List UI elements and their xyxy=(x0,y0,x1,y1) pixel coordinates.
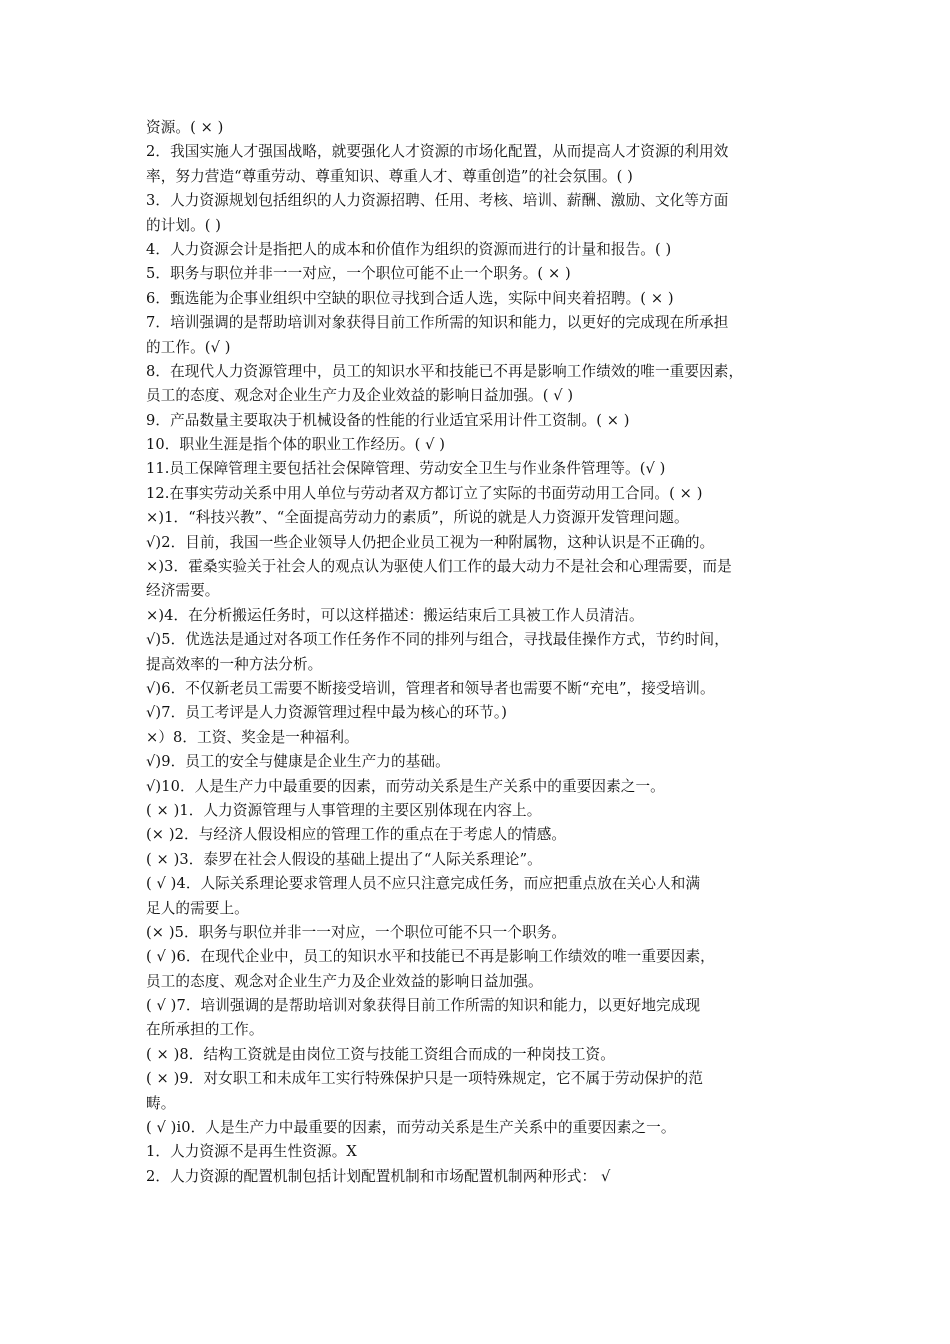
text-line: 资源。( × ) xyxy=(146,119,224,136)
text-line: 5．职务与职位并非一一对应，一个职位可能不止一个职务。( × ) xyxy=(146,265,571,283)
text-line: 在所承担的工作。 xyxy=(146,1021,264,1039)
text-line: ×)1．“科技兴教”、“全面提高劳动力的素质”，所说的就是人力资源开发管理问题。 xyxy=(146,509,689,527)
text-line: 员工的态度、观念对企业生产力及企业效益的影响日益加强。( √ ) xyxy=(146,387,574,405)
text-line: 10．职业生涯是指个体的职业工作经历。( √ ) xyxy=(146,436,446,454)
text-line: √)10．人是生产力中最重要的因素，而劳动关系是生产关系中的重要因素之一。 xyxy=(146,777,665,795)
text-line: 1．人力资源不是再生性资源。X xyxy=(146,1143,357,1161)
text-line: ×)4．在分析搬运任务时，可以这样描述：搬运结束后工具被工作人员清洁。 xyxy=(146,606,644,624)
text-line: √)5．优选法是通过对各项工作任务作不同的排列与组合，寻找最佳操作方式，节约时间， xyxy=(146,631,729,649)
text-line: ×)3．霍桑实验关于社会人的观点认为驱使人们工作的最大动力不是社会和心理需要，而是 xyxy=(146,558,732,576)
text-line: 3．人力资源规划包括组织的人力资源招聘、任用、考核、培训、薪酬、激励、文化等方面 xyxy=(146,192,729,210)
text-line: 2．我国实施人才强国战略，就要强化人才资源的市场化配置，从而提高人才资源的利用效 xyxy=(146,143,729,161)
text-line: ( √ )7．培训强调的是帮助培训对象获得目前工作所需的知识和能力，以更好地完成现 xyxy=(146,997,701,1015)
text-line: 足人的需要上。 xyxy=(146,899,249,917)
text-line: ( √ )6．在现代企业中，员工的知识水平和技能已不再是影响工作绩效的唯一重要因素， xyxy=(146,948,715,966)
text-line: √)9．员工的安全与健康是企业生产力的基础。 xyxy=(146,753,450,771)
document-text xyxy=(146,116,816,1189)
text-line: ( √ )4．人际关系理论要求管理人员不应只注意完成任务，而应把重点放在关心人和满 xyxy=(146,875,701,893)
text-line: 畴。 xyxy=(146,1094,176,1112)
text-line: 率，努力营造“尊重劳动、尊重知识、尊重人才、尊重创造”的社会氛围。( ) xyxy=(146,167,633,185)
text-line: ×）8．工资、奖金是一种福利。 xyxy=(146,728,359,746)
text-line: √)7．员工考评是人力资源管理过程中最为核心的环节。) xyxy=(146,704,508,722)
text-line: 4．人力资源会计是指把人的成本和价值作为组织的资源而进行的计量和报告。( ) xyxy=(146,240,672,258)
text-line: 12.在事实劳动关系中用人单位与劳动者双方都订立了实际的书面劳动用工合同。( × ) xyxy=(146,484,703,502)
text-line: (× )5．职务与职位并非一一对应，一个职位可能不只一个职务。 xyxy=(146,923,567,941)
text-line: ( × )1．人力资源管理与人事管理的主要区别体现在内容上。 xyxy=(146,801,542,819)
text-line: 9．产品数量主要取决于机械设备的性能的行业适宜采用计件工资制。( × ) xyxy=(146,411,630,429)
text-line: 11.员工保障管理主要包括社会保障管理、劳动安全卫生与作业条件管理等。(√ ) xyxy=(146,460,666,478)
text-line: 提高效率的一种方法分析。 xyxy=(146,655,323,673)
text-line: 的计划。( ) xyxy=(146,216,222,234)
text-line: ( √ )i0．人是生产力中最重要的因素，而劳动关系是生产关系中的重要因素之一。 xyxy=(146,1119,676,1137)
text-line: ( × )8．结构工资就是由岗位工资与技能工资组合而成的一种岗技工资。 xyxy=(146,1045,615,1063)
text-line: 员工的态度、观念对企业生产力及企业效益的影响日益加强。 xyxy=(146,972,543,990)
text-line: ( × )9．对女职工和未成年工实行特殊保护只是一项特殊规定，它不属于劳动保护的范 xyxy=(146,1070,704,1088)
text-line: 6．甄选能为企事业组织中空缺的职位寻找到合适人选，实际中间夹着招聘。( × ) xyxy=(146,289,674,307)
text-line: 2．人力资源的配置机制包括计划配置机制和市场配置机制两种形式： √ xyxy=(146,1167,611,1185)
text-line: ( × )3．泰罗在社会人假设的基础上提出了“人际关系理论”。 xyxy=(146,850,542,868)
text-line: (× )2．与经济人假设相应的管理工作的重点在于考虑人的情感。 xyxy=(146,826,567,844)
text-line: 经济需要。 xyxy=(146,582,220,600)
text-line: √)6．不仅新老员工需要不断接受培训，管理者和领导者也需要不断“充电”，接受培训。 xyxy=(146,679,715,697)
text-line: 的工作。(√ ) xyxy=(146,338,231,356)
text-line: √)2．目前，我国一些企业领导人仍把企业员工视为一种附属物，这种认识是不正确的。 xyxy=(146,533,715,551)
text-line: 7．培训强调的是帮助培训对象获得目前工作所需的知识和能力，以更好的完成现在所承担 xyxy=(146,314,729,332)
text-line: 8．在现代人力资源管理中，员工的知识水平和技能已不再是影响工作绩效的唯一重要因素， xyxy=(146,362,744,380)
